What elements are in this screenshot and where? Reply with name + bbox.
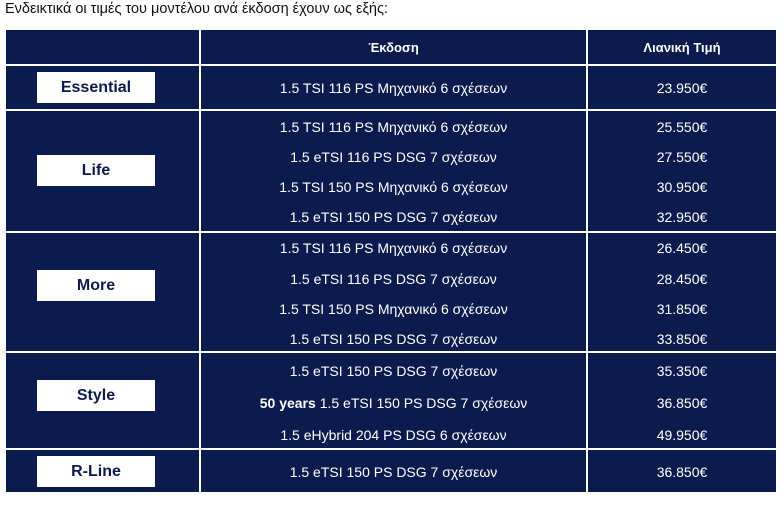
price-row: 27.550€ bbox=[656, 149, 708, 165]
trim-label-essential: Essential bbox=[37, 72, 155, 103]
version-cell-life bbox=[201, 111, 586, 231]
price-cell-style bbox=[588, 353, 776, 448]
trim-label-life: Life bbox=[37, 155, 155, 186]
price-row: 36.850€ bbox=[656, 395, 708, 411]
version-row: 1.5 eTSI 150 PS DSG 7 σχέσεων bbox=[289, 363, 498, 379]
version-cell-more bbox=[201, 233, 586, 351]
price-cell-r-line bbox=[588, 450, 776, 492]
price-cell-essential bbox=[588, 66, 776, 109]
trim-cell-r-line bbox=[6, 450, 199, 492]
trim-label-more: More bbox=[37, 270, 155, 301]
version-cell-style bbox=[201, 353, 586, 448]
version-row: 1.5 TSI 116 PS Μηχανικό 6 σχέσεων bbox=[279, 80, 508, 96]
trim-cell-style bbox=[6, 353, 199, 448]
price-row: 25.550€ bbox=[656, 119, 708, 135]
price-row: 26.450€ bbox=[656, 240, 708, 256]
version-row: 1.5 eTSI 150 PS DSG 7 σχέσεων bbox=[289, 331, 498, 347]
price-table bbox=[6, 30, 776, 492]
version-cell-r-line bbox=[201, 450, 586, 492]
price-row: 32.950€ bbox=[656, 209, 708, 225]
price-row: 28.450€ bbox=[656, 271, 708, 287]
version-row: 1.5 TSI 116 PS Μηχανικό 6 σχέσεων bbox=[279, 240, 508, 256]
trim-cell-life bbox=[6, 111, 199, 231]
version-row: 1.5 TSI 150 PS Μηχανικό 6 σχέσεων bbox=[279, 301, 508, 317]
version-cell-essential bbox=[201, 66, 586, 109]
price-cell-more bbox=[588, 233, 776, 351]
version-row: 1.5 eTSI 116 PS DSG 7 σχέσεων bbox=[290, 149, 497, 165]
price-cell-life bbox=[588, 111, 776, 231]
trim-label-r-line: R-Line bbox=[37, 456, 155, 487]
price-row: 23.950€ bbox=[656, 80, 708, 96]
header-version: Έκδοση bbox=[201, 30, 586, 64]
intro-text: Ενδεικτικά οι τιμές του μοντέλου ανά έκδοση έχουν ως εξής: bbox=[5, 1, 389, 17]
trim-label-style: Style bbox=[37, 380, 155, 411]
version-row: 50 years 1.5 eTSI 150 PS DSG 7 σχέσεων bbox=[259, 395, 528, 411]
trim-cell-more bbox=[6, 233, 199, 351]
price-row: 33.850€ bbox=[656, 331, 708, 347]
trim-cell-essential bbox=[6, 66, 199, 109]
header-price: Λιανική Τιμή bbox=[588, 30, 776, 64]
price-row: 30.950€ bbox=[656, 179, 708, 195]
price-row: 35.350€ bbox=[656, 363, 708, 379]
price-row: 49.950€ bbox=[656, 427, 708, 443]
version-row: 1.5 eTSI 150 PS DSG 7 σχέσεων bbox=[289, 464, 498, 480]
header-blank-cell bbox=[6, 30, 199, 64]
version-row: 1.5 TSI 150 PS Μηχανικό 6 σχέσεων bbox=[279, 179, 508, 195]
price-row: 31.850€ bbox=[656, 301, 708, 317]
version-row: 1.5 eTSI 116 PS DSG 7 σχέσεων bbox=[290, 271, 497, 287]
price-row: 36.850€ bbox=[656, 464, 708, 480]
version-row: 1.5 TSI 116 PS Μηχανικό 6 σχέσεων bbox=[279, 119, 508, 135]
version-row: 1.5 eHybrid 204 PS DSG 6 σχέσεων bbox=[280, 427, 507, 443]
version-row: 1.5 eTSI 150 PS DSG 7 σχέσεων bbox=[289, 209, 498, 225]
